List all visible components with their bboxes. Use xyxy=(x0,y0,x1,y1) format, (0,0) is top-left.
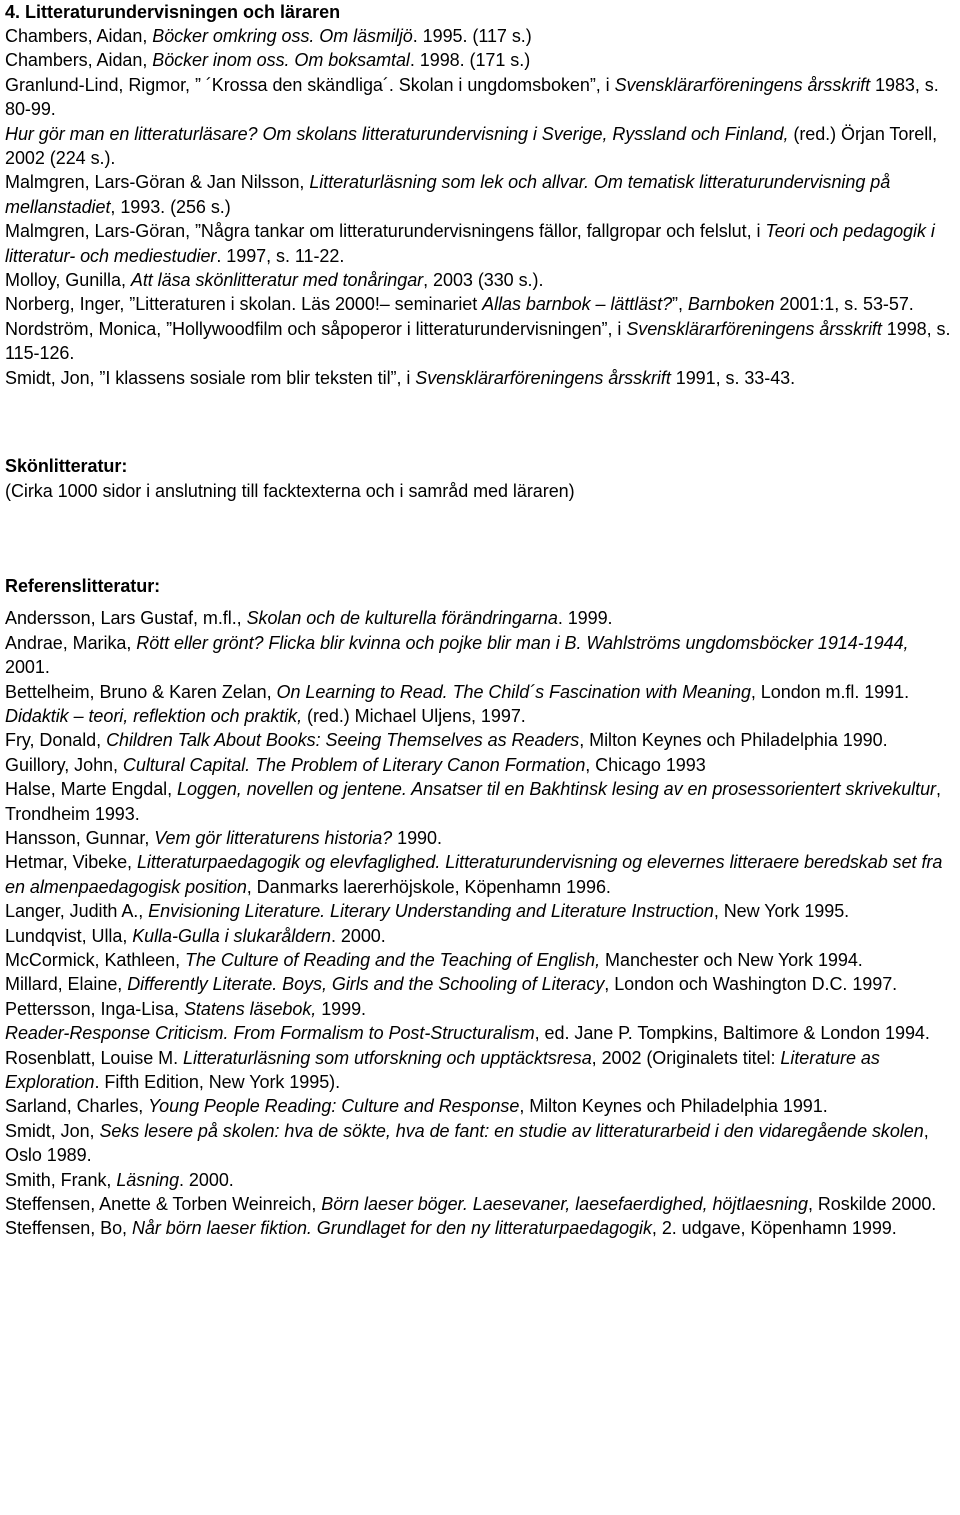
entry-text: . 1995. (117 s.) xyxy=(412,26,532,46)
reference-entry xyxy=(5,1216,960,1240)
entry-title-text: Svensklärarföreningens årsskrift xyxy=(415,367,671,388)
reference-entry xyxy=(5,680,960,704)
entry-text: (red.) Örjan Torell, 2002 (224 s.). xyxy=(5,123,938,169)
entry-title-text: Statens läsebok, xyxy=(183,998,317,1019)
entry-text: 2001:1, s. 53-57. xyxy=(774,294,914,315)
reference-entry xyxy=(5,948,960,972)
entry-text: , New York 1995. xyxy=(713,901,850,922)
entry-text: , Milton Keynes och Philadelphia 1991. xyxy=(519,1096,828,1117)
literature-entry xyxy=(5,122,960,171)
entry-title-text: Böcker inom oss. Om boksamtal xyxy=(152,50,410,71)
entry-title-text: Att läsa skönlitteratur med tonåringar xyxy=(130,270,424,291)
entry-text: 1991, s. 33-43. xyxy=(670,367,796,388)
entry-text: Chambers, Aidan, xyxy=(5,26,153,46)
reference-entry xyxy=(5,631,960,680)
literature-list xyxy=(5,24,960,390)
entry-text: Norberg, Inger, ”Litteraturen i skolan. Läs 2000!– seminariet xyxy=(5,294,483,315)
entry-title-text: Children Talk About Books: Seeing Themselves as Readers xyxy=(106,730,580,751)
entry-title-text: Vem gör litteraturens historia? xyxy=(154,827,393,848)
reference-entry xyxy=(5,777,960,826)
literature-entry xyxy=(5,219,960,268)
entry-title-text: Kulla-Gulla i slukaråldern xyxy=(132,925,332,946)
entry-text: 2001. xyxy=(5,657,50,678)
entry-text: , Chicago 1993 xyxy=(585,754,706,775)
entry-text: Hansson, Gunnar, xyxy=(5,827,155,848)
entry-text: Fry, Donald, xyxy=(5,730,107,751)
entry-text: Rosenblatt, Louise M. xyxy=(5,1047,183,1068)
entry-title-text: Rött eller grönt? Flicka blir kvinna och pojke blir man i B. Wahlströms ungdomsböcker 1914-1944, xyxy=(136,632,909,653)
entry-text: Andrae, Marika, xyxy=(5,632,137,653)
reference-entry xyxy=(5,606,960,630)
entry-text: Smith, Frank, xyxy=(5,1169,117,1190)
entry-title-text: Läsning xyxy=(116,1169,180,1190)
entry-text: Millard, Elaine, xyxy=(5,974,128,995)
entry-text: . 2000. xyxy=(331,925,386,946)
entry-text: Pettersson, Inga-Lisa, xyxy=(5,998,184,1019)
reference-entry xyxy=(5,997,960,1021)
reference-entry xyxy=(5,899,960,923)
entry-text: Langer, Judith A., xyxy=(5,901,149,922)
entry-title-text: Differently Literate. Boys, Girls and the Schooling of Literacy xyxy=(127,974,605,995)
entry-text: , 2003 (330 s.). xyxy=(423,270,544,291)
entry-text: Hetmar, Vibeke, xyxy=(5,852,137,873)
entry-text: . 1997, s. 11-22. xyxy=(216,245,345,266)
entry-text: Granlund-Lind, Rigmor, ” ´Krossa den skändliga´. Skolan i ungdomsboken”, i xyxy=(5,74,615,95)
entry-text: 1998, s. 115-126. xyxy=(5,318,951,364)
entry-text: Sarland, Charles, xyxy=(5,1096,149,1117)
entry-text: Bettelheim, Bruno & Karen Zelan, xyxy=(5,681,277,702)
entry-title-text: On Learning to Read. The Child´s Fascination with Meaning xyxy=(276,681,751,702)
section-heading: 4. Litteraturundervisningen och läraren xyxy=(5,2,341,22)
entry-text: , 1993. (256 s.) xyxy=(110,196,231,217)
entry-text: , Danmarks laererhöjskole, Köpenhamn 1996. xyxy=(246,876,611,897)
literature-entry xyxy=(5,366,960,390)
fiction-section-title: Skönlitteratur: xyxy=(5,456,128,477)
entry-text: Nordström, Monica, ”Hollywoodfilm och såpoperor i litteraturundervisningen”, i xyxy=(5,318,627,339)
entry-text: , London och Washington D.C. 1997. xyxy=(604,974,898,995)
fiction-section-note: (Cirka 1000 sidor i anslutning till facktexterna och i samråd med läraren) xyxy=(5,480,575,501)
entry-title-text: Loggen, novellen og jentene. Ansatser til en Bakhtinsk lesing av en prosessorientert skrivekultur xyxy=(177,779,936,800)
entry-title-text: Envisioning Literature. Literary Understanding and Literature Instruction xyxy=(148,901,714,922)
entry-title-text: Litteraturläsning som utforskning och upptäcktsresa xyxy=(183,1047,592,1068)
entry-title-text: Allas barnbok – lättläst? xyxy=(482,294,673,315)
entry-title-text: Literature as Exploration xyxy=(5,1047,880,1093)
entry-title-text: Skolan och de kulturella förändringarna xyxy=(246,608,558,629)
literature-entry xyxy=(5,170,960,219)
reference-entry xyxy=(5,704,960,728)
entry-text: Smidt, Jon, xyxy=(5,1120,100,1141)
entry-title-text: Seks lesere på skolen: hva de sökte, hva de fant: en studie av litteraturarbeid i den vidaregående skolen xyxy=(99,1120,924,1141)
entry-text: Steffensen, Bo, xyxy=(5,1218,132,1239)
literature-entry xyxy=(5,268,960,292)
entry-text: 1990. xyxy=(392,827,442,848)
entry-title-text: Når börn laeser fiktion. Grundlaget for den ny litteraturpaedagogik xyxy=(131,1218,652,1239)
entry-text: 1999. xyxy=(316,998,366,1019)
entry-title-text: Teori och pedagogik i litteratur- och mediestudier xyxy=(5,221,935,266)
entry-title-text: Young People Reading: Culture and Response xyxy=(148,1096,520,1117)
reference-entry xyxy=(5,1021,960,1045)
literature-entry xyxy=(5,317,960,366)
entry-text: , Trondheim 1993. xyxy=(5,779,941,824)
reference-entry xyxy=(5,753,960,777)
entry-title-text: Barnboken xyxy=(687,294,775,315)
reference-entry xyxy=(5,1168,960,1192)
entry-text: , London m.fl. 1991. xyxy=(750,681,910,702)
entry-title-text: Svensklärarföreningens årsskrift xyxy=(614,74,871,95)
entry-text: , ed. Jane P. Tompkins, Baltimore & London 1994. xyxy=(534,1023,930,1044)
literature-entry xyxy=(5,48,960,72)
entry-text: McCormick, Kathleen, xyxy=(5,950,186,970)
entry-text: Andersson, Lars Gustaf, m.fl., xyxy=(5,608,247,629)
entry-title-text: Reader-Response Criticism. From Formalism to Post-Structuralism xyxy=(5,1023,535,1044)
literature-entry xyxy=(5,292,960,316)
reference-section-title: Referenslitteratur: xyxy=(5,575,161,596)
entry-text: ”, xyxy=(672,294,688,315)
entry-title-text: Litteraturläsning som lek och allvar. Om tematisk litteraturundervisning på mellanstadiet xyxy=(5,172,891,217)
reference-entry xyxy=(5,1046,960,1095)
entry-text: , 2002 (Originalets titel: xyxy=(591,1047,781,1068)
entry-text: Smidt, Jon, ”I klassens sosiale rom blir teksten til”, i xyxy=(5,367,416,388)
entry-text: Manchester och New York 1994. xyxy=(600,950,863,970)
entry-title-text: Cultural Capital. The Problem of Literary Canon Formation xyxy=(122,754,586,775)
entry-text: . 2000. xyxy=(179,1169,234,1190)
entry-text: . 1999. xyxy=(557,608,613,629)
entry-text: Chambers, Aidan, xyxy=(5,50,153,71)
entry-text: Malmgren, Lars-Göran & Jan Nilsson, xyxy=(5,172,310,193)
entry-text: Guillory, John, xyxy=(5,754,123,775)
entry-text: , 2. udgave, Köpenhamn 1999. xyxy=(651,1218,897,1239)
entry-title-text: Hur gör man en litteraturläsare? Om skolans litteraturundervisning i Sverige, Ryssland och Finland, xyxy=(5,123,789,144)
reference-entry xyxy=(5,924,960,948)
entry-title-text: Böcker omkring oss. Om läsmiljö xyxy=(152,26,413,46)
entry-title-text: Börn laeser böger. Laesevaner, laesefaerdighed, höjtlaesning xyxy=(321,1194,808,1215)
entry-title-text: Didaktik – teori, reflektion och praktik, xyxy=(5,705,303,726)
entry-text: . Fifth Edition, New York 1995). xyxy=(94,1072,341,1093)
reference-entry xyxy=(5,728,960,752)
entry-text: Steffensen, Anette & Torben Weinreich, xyxy=(5,1194,322,1215)
literature-entry xyxy=(5,73,960,122)
entry-text: Halse, Marte Engdal, xyxy=(5,779,178,800)
reference-entry xyxy=(5,826,960,850)
reference-entry xyxy=(5,972,960,996)
entry-text: (red.) Michael Uljens, 1997. xyxy=(302,705,526,726)
entry-text: Lundqvist, Ulla, xyxy=(5,925,133,946)
reference-entry xyxy=(5,850,960,899)
entry-text: , Oslo 1989. xyxy=(5,1120,929,1166)
reference-entry xyxy=(5,1119,960,1168)
entry-text: Malmgren, Lars-Göran, ”Några tankar om litteraturundervisningens fällor, fallgropar och felslut, i xyxy=(5,221,766,242)
entry-text: Molloy, Gunilla, xyxy=(5,270,131,291)
entry-text: , Roskilde 2000. xyxy=(807,1194,937,1215)
reference-list xyxy=(5,606,960,1241)
entry-title-text: Svensklärarföreningens årsskrift xyxy=(626,318,882,339)
entry-text: , Milton Keynes och Philadelphia 1990. xyxy=(579,730,888,751)
reference-entry xyxy=(5,1094,960,1118)
entry-title-text: The Culture of Reading and the Teaching of English, xyxy=(185,950,601,970)
entry-text: . 1998. (171 s.) xyxy=(409,50,531,71)
entry-title-text: Litteraturpaedagogik og elevfaglighed. Litteraturundervisning og elevernes litteraere beredskab set fra en almenpaedagogisk position xyxy=(5,852,943,897)
reference-entry xyxy=(5,1192,960,1216)
entry-text: 1983, s. 80-99. xyxy=(5,74,939,120)
literature-entry xyxy=(5,24,960,48)
